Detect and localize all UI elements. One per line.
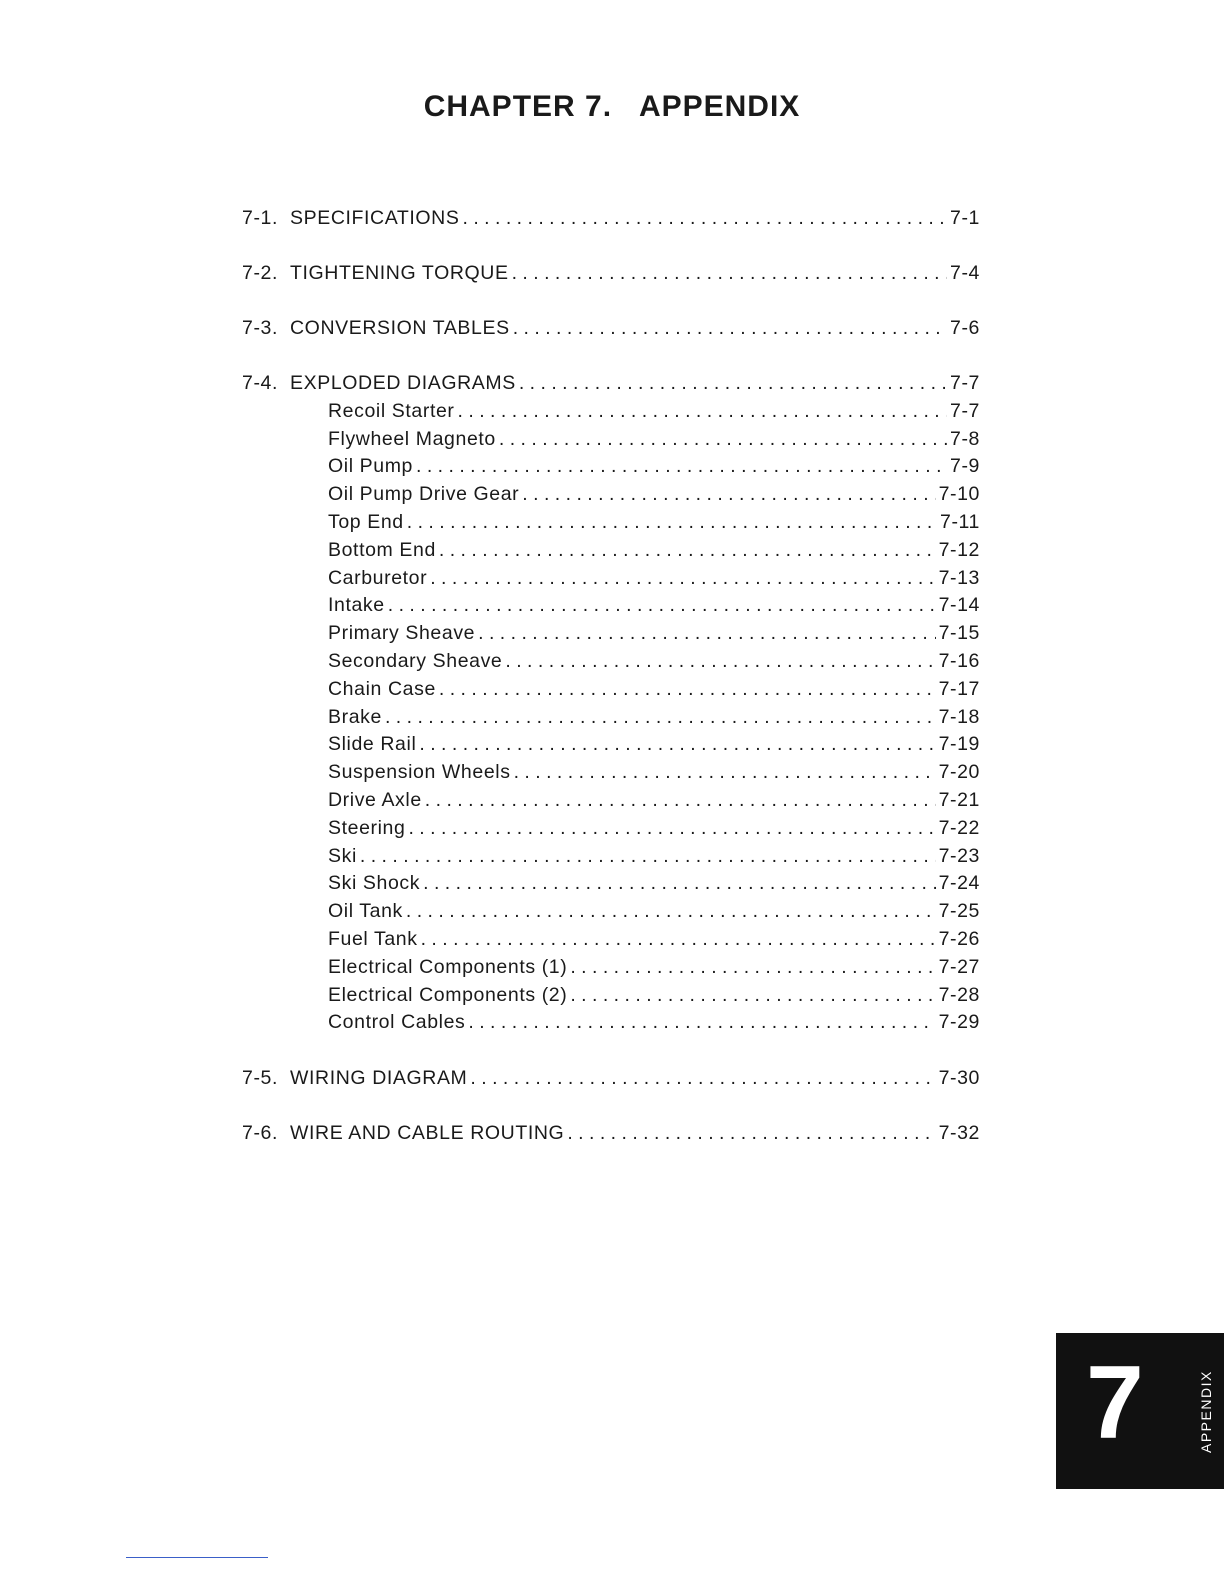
- toc-subentry-page: 7-12: [938, 539, 980, 561]
- toc-subentry-page: 7-17: [938, 678, 980, 700]
- toc-entry-label: WIRE AND CABLE ROUTING: [290, 1122, 565, 1144]
- toc-subentry[interactable]: [328, 1009, 980, 1035]
- dot-leader: [570, 982, 935, 1008]
- dot-leader: [407, 509, 937, 535]
- toc-subentry-label: Drive Axle: [328, 789, 422, 811]
- chapter-tab: [1056, 1333, 1224, 1489]
- chapter-title: CHAPTER 7. APPENDIX: [423, 90, 801, 123]
- toc-subentry[interactable]: [328, 426, 980, 452]
- toc-subentry-page: 7-29: [938, 1011, 980, 1033]
- dot-leader: [478, 620, 935, 646]
- toc-subentry-page: 7-26: [938, 928, 980, 950]
- toc-entry-label: TIGHTENING TORQUE: [290, 262, 509, 284]
- toc-entry-tightening-torque[interactable]: [242, 260, 980, 286]
- dot-leader: [462, 205, 947, 231]
- toc-subentry-page: 7-27: [938, 956, 980, 978]
- toc-subentry-label: Carburetor: [328, 567, 428, 589]
- dot-leader: [421, 926, 936, 952]
- toc-subentry[interactable]: [328, 731, 980, 757]
- dot-leader: [360, 843, 936, 869]
- toc-subentry-page: 7-25: [938, 900, 980, 922]
- toc-subentry[interactable]: [328, 565, 980, 591]
- dot-leader: [570, 954, 935, 980]
- toc-entry-page: 7-1: [950, 207, 980, 229]
- toc-subentry-page: 7-21: [938, 789, 980, 811]
- toc-subentry-label: Electrical Components (2): [328, 984, 568, 1006]
- toc-subentry[interactable]: [328, 954, 980, 980]
- toc-subentry[interactable]: [328, 982, 980, 1008]
- dot-leader: [514, 759, 936, 785]
- toc-entry-page: 7-32: [938, 1122, 980, 1144]
- toc-subentry-label: Control Cables: [328, 1011, 466, 1033]
- toc-entry-conversion-tables[interactable]: [242, 315, 980, 341]
- toc-subentry-label: Slide Rail: [328, 733, 417, 755]
- toc-entry-page: 7-6: [950, 317, 980, 339]
- toc-subentry-page: 7-16: [938, 650, 980, 672]
- dot-leader: [470, 1065, 935, 1091]
- toc-subentry-page: 7-20: [938, 761, 980, 783]
- dot-leader: [522, 481, 935, 507]
- toc-entry-number: 7-1.: [242, 207, 279, 229]
- toc-entry-label: EXPLODED DIAGRAMS: [290, 372, 516, 394]
- dot-leader: [385, 704, 936, 730]
- toc-entry-label: CONVERSION TABLES: [290, 317, 510, 339]
- toc-entry-number: 7-2.: [242, 262, 279, 284]
- toc-subentry[interactable]: [328, 509, 980, 535]
- toc-entry-number: 7-4.: [242, 372, 279, 394]
- dot-leader: [567, 1120, 935, 1146]
- toc-subentry-page: 7-14: [938, 594, 980, 616]
- toc-subentry-label: Oil Pump Drive Gear: [328, 483, 520, 505]
- toc-subentry[interactable]: [328, 704, 980, 730]
- toc-subentry-label: Secondary Sheave: [328, 650, 503, 672]
- toc-entry-label: SPECIFICATIONS: [290, 207, 460, 229]
- toc-subentry-page: 7-22: [938, 817, 980, 839]
- toc-entry-number: 7-6.: [242, 1122, 279, 1144]
- toc-subentry-page: 7-7: [950, 400, 980, 422]
- toc-subentry-page: 7-9: [950, 455, 980, 477]
- toc-entry-wire-and-cable-routing[interactable]: [242, 1120, 980, 1146]
- toc-subentry-page: 7-13: [938, 567, 980, 589]
- toc-subentry[interactable]: [328, 676, 980, 702]
- toc-subentry-page: 7-28: [938, 984, 980, 1006]
- dot-leader: [499, 426, 947, 452]
- dot-leader: [513, 315, 947, 341]
- dot-leader: [419, 731, 935, 757]
- toc-subentry-page: 7-19: [938, 733, 980, 755]
- toc-subentry[interactable]: [328, 648, 980, 674]
- toc-subentry-page: 7-8: [950, 428, 980, 450]
- toc-subentry-page: 7-24: [938, 872, 980, 894]
- dot-leader: [512, 260, 947, 286]
- dot-leader: [423, 870, 935, 896]
- toc-subentry-page: 7-23: [938, 845, 980, 867]
- toc-entry-wiring-diagram[interactable]: [242, 1065, 980, 1091]
- toc-subentry[interactable]: [328, 592, 980, 618]
- toc-subentry-label: Flywheel Magneto: [328, 428, 496, 450]
- toc-entry-exploded-diagrams[interactable]: [242, 370, 980, 396]
- dot-leader: [439, 676, 936, 702]
- toc-subentry[interactable]: [328, 453, 980, 479]
- toc-subentry[interactable]: [328, 870, 980, 896]
- toc-entry-label: WIRING DIAGRAM: [290, 1067, 468, 1089]
- toc-entry-number: 7-5.: [242, 1067, 279, 1089]
- dot-leader: [468, 1009, 935, 1035]
- toc-subentry-label: Brake: [328, 706, 382, 728]
- toc-subentry[interactable]: [328, 620, 980, 646]
- toc-entry-specifications[interactable]: [242, 205, 980, 231]
- toc-subentry-label: Recoil Starter: [328, 400, 455, 422]
- dot-leader: [425, 787, 936, 813]
- chapter-tab-label: APPENDIX: [1198, 1370, 1214, 1453]
- toc-subentry[interactable]: [328, 898, 980, 924]
- toc-entry-page: 7-7: [950, 372, 980, 394]
- toc-subentry[interactable]: [328, 787, 980, 813]
- dot-leader: [505, 648, 935, 674]
- toc-subentry-label: Bottom End: [328, 539, 436, 561]
- toc-subentry-label: Oil Pump: [328, 455, 413, 477]
- toc-entry-number: 7-3.: [242, 317, 279, 339]
- toc-subentry[interactable]: [328, 481, 980, 507]
- toc-subentry-page: 7-15: [938, 622, 980, 644]
- toc-subentry-page: 7-11: [940, 511, 980, 533]
- dot-leader: [430, 565, 935, 591]
- chapter-tab-number: 7: [1086, 1345, 1144, 1461]
- toc-subentry-label: Ski: [328, 845, 357, 867]
- dot-leader: [408, 815, 935, 841]
- toc-subentry-label: Steering: [328, 817, 406, 839]
- toc-entry-page: 7-30: [938, 1067, 980, 1089]
- toc-subentry[interactable]: [328, 398, 980, 424]
- toc-subentry[interactable]: [328, 926, 980, 952]
- toc-subentry[interactable]: [328, 759, 980, 785]
- toc-subentry[interactable]: [328, 537, 980, 563]
- toc-subentry-label: Suspension Wheels: [328, 761, 511, 783]
- toc-subentry-label: Ski Shock: [328, 872, 421, 894]
- toc-subentry-page: 7-10: [938, 483, 980, 505]
- dot-leader: [519, 370, 947, 396]
- dot-leader: [406, 898, 936, 924]
- toc-subentry[interactable]: [328, 843, 980, 869]
- toc-subentry-label: Fuel Tank: [328, 928, 418, 950]
- dot-leader: [416, 453, 947, 479]
- divider: [126, 1557, 268, 1558]
- toc-subentry-label: Top End: [328, 511, 404, 533]
- toc-subentry-page: 7-18: [938, 706, 980, 728]
- toc-subentry[interactable]: [328, 815, 980, 841]
- dot-leader: [458, 398, 947, 424]
- toc-subentry-label: Oil Tank: [328, 900, 403, 922]
- toc-subentry-label: Intake: [328, 594, 385, 616]
- toc-entry-page: 7-4: [950, 262, 980, 284]
- dot-leader: [388, 592, 936, 618]
- toc-subentry-label: Electrical Components (1): [328, 956, 568, 978]
- toc-subentry-label: Primary Sheave: [328, 622, 476, 644]
- toc-subentry-label: Chain Case: [328, 678, 436, 700]
- dot-leader: [439, 537, 936, 563]
